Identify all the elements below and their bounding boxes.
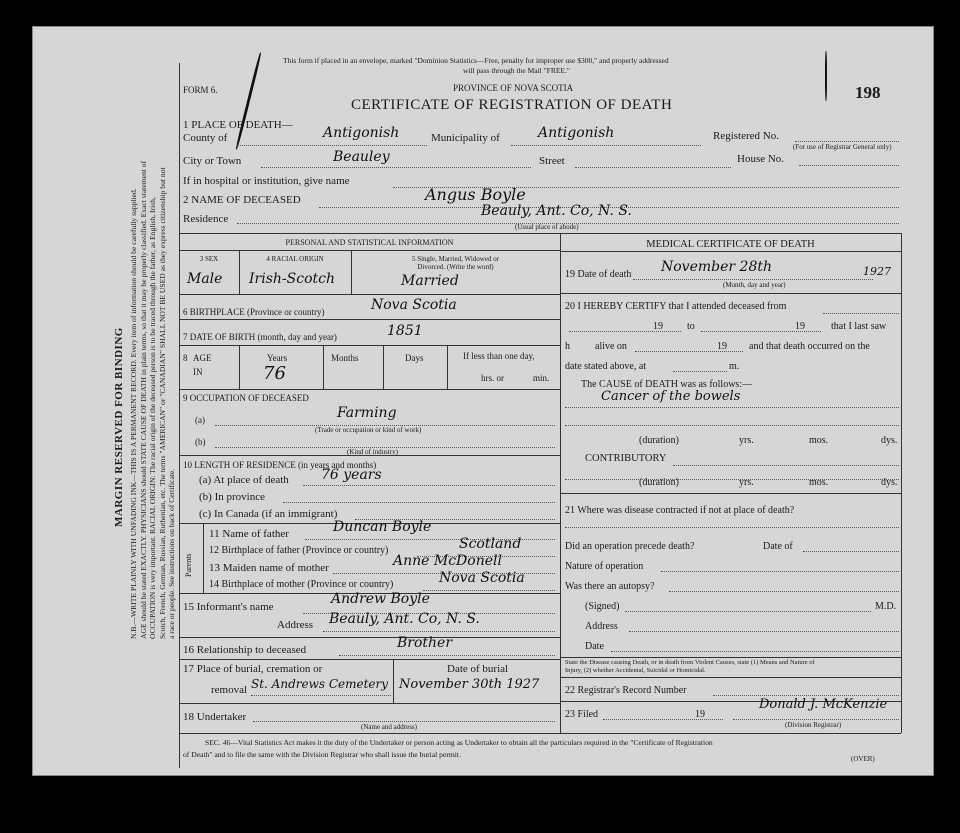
undertaker-label: 18 Undertaker: [183, 711, 247, 723]
margin-reserved-label: MARGIN RESERVED FOR BINDING: [113, 327, 125, 527]
sec46-line-1: SEC. 46—Vital Statistics Act makes it the duty of the Undertaker or person acting as Undertaker to obtain all the particulars required in the "Certificate of Registration: [205, 738, 713, 747]
mother-name-label: 13 Maiden name of mother: [209, 562, 329, 574]
filed-label: 23 Filed: [565, 709, 599, 720]
occupation-a-label: (a): [195, 415, 205, 425]
physician-address-label: Address: [585, 621, 618, 632]
md-label: M.D.: [875, 601, 897, 612]
mail-notice-line-2: will pass through the Mail "FREE.": [463, 66, 570, 75]
margin-pen-stroke: [825, 51, 827, 101]
age-divider-4: [447, 345, 448, 389]
signed-label: (Signed): [585, 601, 620, 612]
row-17-rule: [179, 703, 560, 704]
age-divider-3: [383, 345, 384, 389]
years-label: Years: [267, 353, 288, 363]
division-registrar-note: (Division Registrar): [785, 721, 842, 729]
house-no-label: House No.: [737, 153, 785, 165]
municipality-line: [511, 145, 701, 146]
row-3-rule: [179, 294, 560, 295]
physician-date-label: Date: [585, 641, 604, 652]
violent-note-2: Injury, (2) whether Accidental, Suicidal or Homicidal.: [565, 667, 706, 674]
residence-value: Beauly, Ant. Co, N. S.: [481, 203, 632, 219]
nature-of-operation-label: Nature of operation: [565, 561, 644, 572]
contributory-line-1: [673, 465, 899, 466]
cause-label: The CAUSE of DEATH was as follows:—: [581, 379, 753, 390]
informant-address-line: [323, 631, 555, 632]
age-divider-1: [239, 345, 240, 389]
father-name-label: 11 Name of father: [209, 528, 289, 540]
sex-label: 3 SEX: [199, 255, 219, 263]
page-number: 198: [855, 83, 881, 102]
father-birthplace-value: Scotland: [459, 536, 522, 552]
contrib-dys-label: dys.: [881, 477, 898, 488]
certificate-title: CERTIFICATE OF REGISTRATION OF DEATH: [351, 97, 673, 113]
less-than-day-label: If less than one day,: [463, 351, 535, 361]
certify-line: [823, 313, 899, 314]
street-line: [575, 167, 731, 168]
father-birthplace-label: 12 Birthplace of father (Province or country): [209, 545, 389, 556]
city-line: [261, 167, 531, 168]
burial-date-value: November 30th 1927: [399, 677, 540, 692]
operation-label: Did an operation precede death?: [565, 541, 695, 552]
registrar-note: (For use of Registrar General only): [793, 143, 892, 151]
place-of-death-label: 1 PLACE OF DEATH—: [183, 119, 293, 131]
row-9-rule: [179, 455, 560, 456]
cause-line-2: [565, 425, 899, 426]
violent-note-1: State the Disease causing Death, or in death from Violent Causes, state (1) Means and Nature of: [565, 659, 815, 666]
date-of-death-line: [633, 279, 873, 280]
cause-yrs-label: yrs.: [739, 435, 754, 446]
margin-instructions: [129, 161, 177, 639]
county-label: County of: [183, 132, 228, 144]
filed-line: [603, 719, 723, 720]
margin-instruction-line: N.B.—WRITE PLAINLY WITH UNFADING INK—THIS IS A PERMANENT RECORD. Every item of information should be carefully supplied.: [129, 188, 138, 639]
burial-date-label: Date of burial: [447, 663, 509, 675]
date-of-death-value: November 28th: [661, 259, 772, 275]
contrib-yrs-label: yrs.: [739, 477, 754, 488]
hrs-label: hrs. or: [481, 373, 504, 383]
registrar-signature: Donald J. McKenzie: [759, 697, 888, 712]
racial-label: 4 RACIAL ORIGIN: [266, 255, 324, 263]
days-label: Days: [405, 353, 424, 363]
age-divider-2: [323, 345, 324, 389]
cause-value: Cancer of the bowels: [601, 389, 741, 404]
relationship-label: 16 Relationship to deceased: [183, 644, 307, 656]
occupation-label: 9 OCCUPATION OF DECEASED: [183, 393, 309, 403]
filed-19-label: 19: [695, 709, 705, 720]
age-years-value: 76: [263, 363, 286, 384]
certify-19-a: 19: [653, 321, 663, 332]
undertaker-line: [253, 721, 555, 722]
residence-b-label: (b) In province: [199, 491, 265, 503]
check-mark-stroke: [235, 52, 262, 150]
medical-heading: MEDICAL CERTIFICATE OF DEATH: [646, 239, 815, 250]
mother-name-value: Anne McDonell: [393, 553, 502, 569]
date-of-death-label: 19 Date of death: [565, 269, 632, 280]
sex-value: Male: [187, 271, 223, 287]
contrib-mos-label: mos.: [809, 477, 829, 488]
contributory-label: CONTRIBUTORY: [585, 453, 667, 464]
residence-note: (Usual place of abode): [515, 223, 579, 231]
alive-on-label: alive on: [595, 341, 627, 352]
death-year-value: 1927: [863, 265, 891, 278]
dob-label: 7 DATE OF BIRTH (month, day and year): [183, 332, 337, 342]
residence-a-line: [303, 485, 555, 486]
grid-bottom-rule: [179, 733, 901, 734]
cause-line-1: [565, 407, 899, 408]
margin-instruction-line: Scotch, French, German, Russian, Ruthenian, etc. The terms "AMERICAN" or "CANADIAN" SHALL NOT BE USED as they express citizenship but not: [157, 167, 167, 639]
mother-birthplace-line: [423, 590, 555, 591]
nature-line: [661, 571, 899, 572]
father-name-value: Duncan Boyle: [333, 519, 432, 535]
burial-label-1: 17 Place of burial, cremation or: [183, 663, 323, 675]
certify-label: 20 I HEREBY CERTIFY that I attended deceased from: [565, 301, 787, 312]
marital-label-2: Divorced. (Write the word): [417, 263, 494, 271]
province-heading: PROVINCE OF NOVA SCOTIA: [453, 83, 574, 93]
months-label: Months: [331, 353, 359, 363]
cause-mos-label: mos.: [809, 435, 829, 446]
age-number-label: 8: [183, 353, 188, 363]
county-value: Antigonish: [323, 125, 400, 141]
burial-place-line: [251, 695, 391, 696]
municipality-label: Municipality of: [431, 132, 500, 144]
row-20-rule: [560, 493, 901, 494]
date-of-death-note: (Month, day and year): [723, 281, 786, 289]
min-label: min.: [533, 373, 550, 383]
age-label: AGE: [193, 353, 212, 363]
death-certificate: [32, 26, 934, 776]
date-stated-line: [673, 371, 727, 372]
parents-label: Parents: [184, 553, 193, 577]
house-no-line: [799, 165, 899, 166]
birthplace-value: Nova Scotia: [371, 297, 457, 313]
certify-to-label: to: [687, 321, 695, 332]
informant-address-label: Address: [277, 619, 314, 631]
date-of-operation-label: Date of: [763, 541, 793, 552]
certify-from-line: [569, 331, 681, 332]
marital-value: Married: [401, 273, 459, 289]
street-label: Street: [539, 155, 565, 167]
date-stated-label: date stated above, at: [565, 361, 647, 372]
row-6-rule: [179, 319, 560, 320]
relationship-line: [339, 655, 555, 656]
contracted-label: 21 Where was disease contracted if not at place of death?: [565, 505, 795, 516]
alive-h-label: h: [565, 341, 570, 352]
cause-duration-label: (duration): [639, 435, 679, 446]
row-19-rule: [560, 293, 901, 294]
record-number-line: [713, 695, 899, 696]
frame-left-rule: [179, 63, 180, 768]
marital-label-1: 5 Single, Married, Widowed or: [411, 255, 500, 263]
municipality-value: Antigonish: [538, 125, 615, 141]
residence-a-value: 76 years: [321, 467, 382, 483]
deceased-name-label: 2 NAME OF DECEASED: [183, 194, 301, 206]
residence-length-label: 10 LENGTH OF RESIDENCE (in years and months): [183, 460, 377, 470]
medical-heading-rule: [560, 251, 901, 252]
hospital-label: If in hospital or institution, give name: [183, 175, 350, 187]
burial-label-2: removal: [211, 684, 248, 696]
record-number-label: 22 Registrar's Record Number: [565, 685, 687, 696]
operation-line: [803, 551, 899, 552]
personal-heading-rule: [179, 250, 560, 251]
form-number: FORM 6.: [183, 85, 218, 95]
grid-right-rule: [901, 233, 902, 733]
contributory-line-2: [565, 479, 899, 480]
row-16-rule: [179, 659, 560, 660]
relationship-value: Brother: [397, 635, 453, 651]
registered-no-line: [795, 141, 899, 142]
autopsy-label: Was there an autopsy?: [565, 581, 655, 592]
row-15-rule: [179, 637, 560, 638]
city-label: City or Town: [183, 155, 242, 167]
age-in-label: IN: [193, 367, 203, 377]
birthplace-label: 6 BIRTHPLACE (Province or country): [183, 307, 325, 317]
autopsy-line: [669, 591, 899, 592]
mother-birthplace-value: Nova Scotia: [439, 570, 525, 586]
contrib-duration-label: (duration): [639, 477, 679, 488]
informant-label: 15 Informant's name: [183, 601, 274, 613]
residence-a-label: (a) At place of death: [199, 474, 289, 486]
signed-line: [625, 611, 871, 612]
row-21-rule: [560, 657, 901, 658]
margin-instruction-line: OCCUPATION is very important. RACIAL ORIGIN: The racial origin of the deceased person is to be traced through the father, as English, Irish,: [148, 197, 158, 639]
registrar-signature-line: [733, 719, 899, 720]
county-line: [237, 145, 427, 146]
grid-center-rule: [560, 233, 561, 733]
m-label: m.: [729, 361, 740, 372]
grid-top-rule: [179, 233, 901, 234]
dob-value: 1851: [387, 323, 423, 339]
city-value: Beauley: [333, 149, 390, 165]
contracted-line: [565, 527, 899, 528]
occupation-b-note: (Kind of industry): [347, 448, 398, 456]
margin-instruction-line: a race or people. See instructions on back of Certificate.: [167, 468, 177, 639]
physician-address-line: [629, 631, 899, 632]
death-occurred-label: and that death occurred on the: [749, 341, 870, 352]
racial-value: Irish-Scotch: [249, 271, 335, 287]
alive-19-label: 19: [717, 341, 727, 352]
occupation-b-label: (b): [195, 437, 206, 447]
row-note-rule: [560, 677, 901, 678]
occupation-value: Farming: [337, 405, 397, 421]
sec46-line-2: of Death" and to file the same with the Division Registrar who shall issue the burial permit.: [183, 750, 461, 759]
row-7-rule: [179, 345, 560, 346]
residence-label: Residence: [183, 213, 229, 225]
occupation-a-note: (Trade or occupation or kind of work): [315, 426, 422, 434]
burial-place-value: St. Andrews Cemetery: [251, 677, 389, 691]
registered-no-label: Registered No.: [713, 130, 779, 142]
mail-notice-line-1: This form if placed in an envelope, marked "Dominion Statistics—Free, penalty for improper use $300," and properly addressed: [283, 56, 669, 65]
deceased-name-value: Angus Boyle: [425, 185, 526, 204]
cause-dys-label: dys.: [881, 435, 898, 446]
parents-divider: [203, 523, 204, 593]
over-label: (OVER): [851, 755, 875, 763]
burial-divider: [393, 659, 394, 703]
personal-heading: PERSONAL AND STATISTICAL INFORMATION: [285, 238, 454, 247]
informant-address-value: Beauly, Ant. Co, N. S.: [329, 611, 480, 627]
informant-value: Andrew Boyle: [331, 591, 430, 607]
residence-c-label: (c) In Canada (if an immigrant): [199, 508, 338, 520]
last-saw-label: that I last saw: [831, 321, 887, 332]
mother-birthplace-label: 14 Birthplace of mother (Province or country): [209, 579, 394, 590]
margin-instruction-line: AGE should be stated EXACTLY. PHYSICIANS should STATE CAUSE OF DEATH in plain terms, so that it may be properly classified. Exact statement of: [138, 160, 148, 639]
row-8-rule: [179, 389, 560, 390]
undertaker-note: (Name and address): [361, 723, 417, 731]
physician-date-line: [611, 651, 899, 652]
certify-19-b: 19: [795, 321, 805, 332]
residence-b-line: [283, 502, 555, 503]
